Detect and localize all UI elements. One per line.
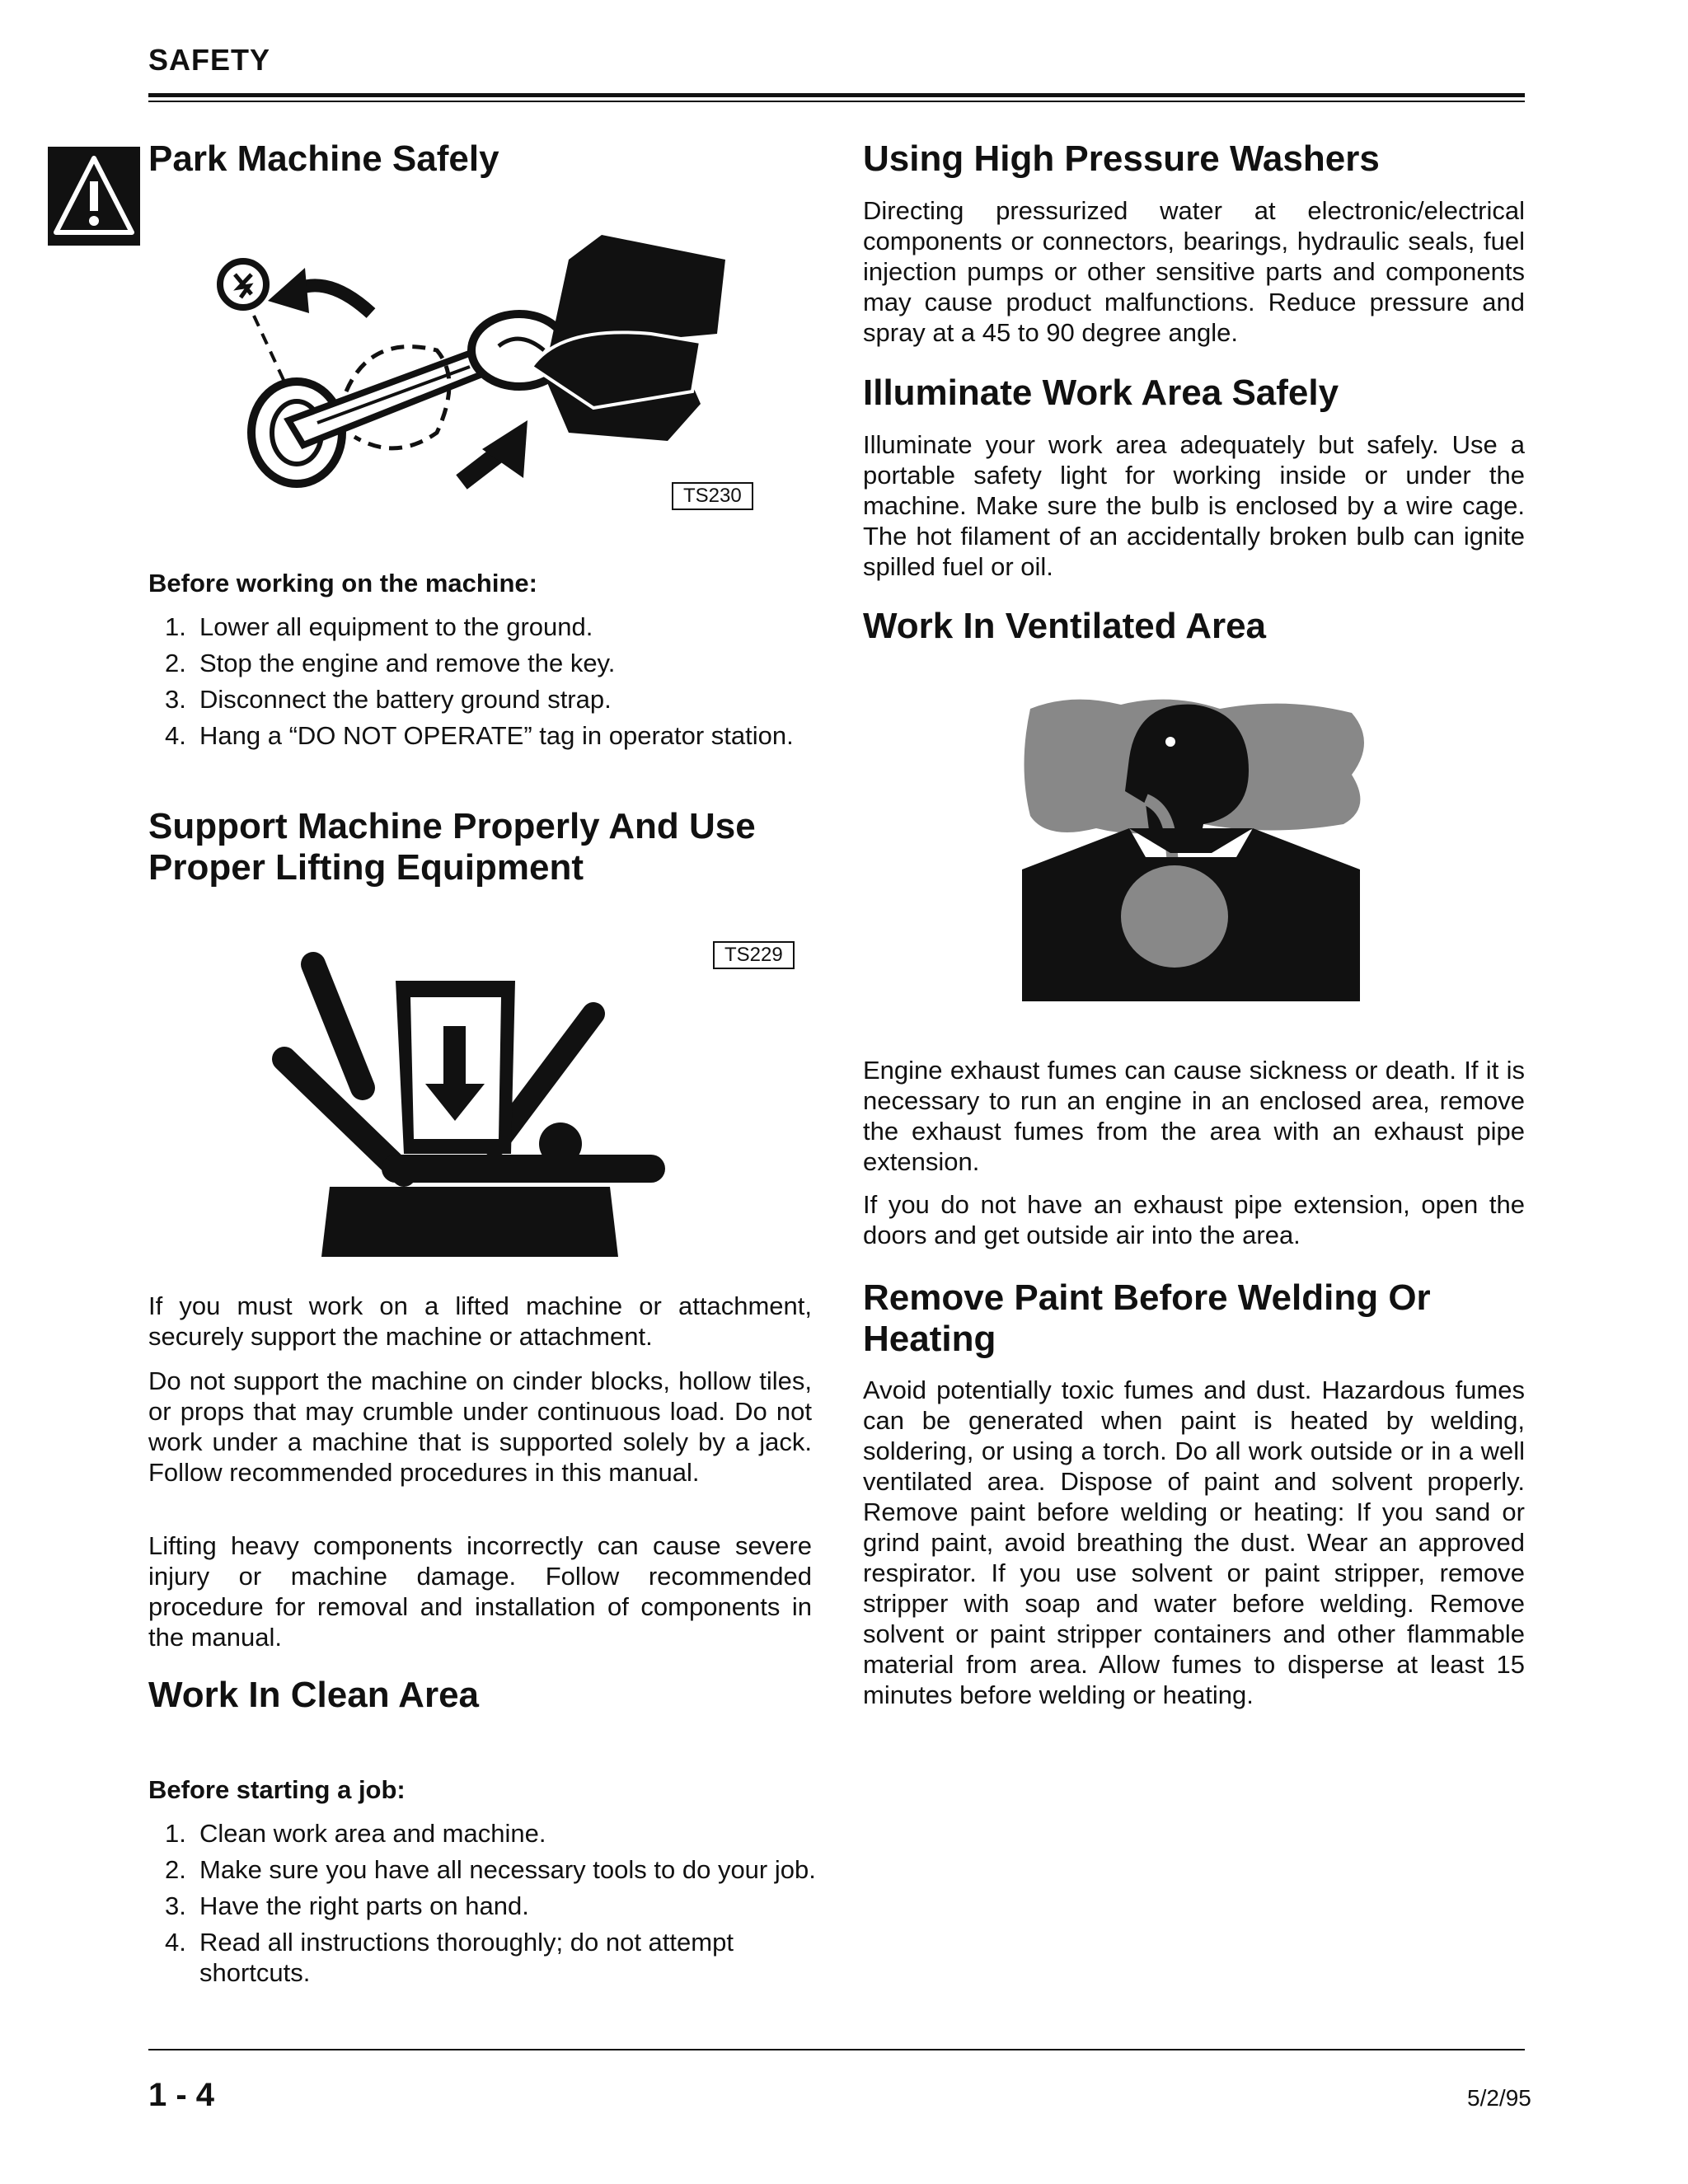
list-item: 2. Make sure you have all necessary tools to do your job. (165, 1855, 816, 1884)
figure-tag-ts229: TS229 (713, 941, 795, 969)
paint-paragraph: Avoid potentially toxic fumes and dust. Hazardous fumes can be generated when paint is heated by welding, soldering, or using a torch. Do all work outside or in a well ventilated area. Dispose of paint and solvent properly. Remove paint before welding or heating: If you sand or grind paint, avoid breathing the dust. Wear an approved respirator. If you use solvent or paint stripper, remove stripper with soap and water before welding. Remove solvent or paint stripper containers and other flammable material from area. Allow fumes to disperse at least 15 minutes before welding or heating. (863, 1376, 1525, 1709)
clean-intro: Before starting a job: (148, 1775, 406, 1804)
list-item: 1. Lower all equipment to the ground. (165, 612, 593, 641)
support-paragraph-2: Do not support the machine on cinder blocks, hollow tiles, or props that may crumble under continuous load. Do not work under a machine that is supported solely by a jack. Follow recommended procedures in this manual. (148, 1366, 812, 1487)
warning-triangle-icon (48, 147, 140, 246)
clean-steps-list (165, 1818, 816, 1994)
park-intro: Before working on the machine: (148, 569, 537, 598)
list-item: 4. Read all instructions thoroughly; do not attempt shortcuts. (165, 1928, 734, 1987)
footer-rule (148, 2049, 1525, 2050)
exhaust-fumes-icon (1022, 692, 1376, 1001)
ventilated-paragraph-2: If you do not have an exhaust pipe extension, open the doors and get outside air into the area. (863, 1190, 1525, 1249)
support-paragraph-1: If you must work on a lifted machine or attachment, securely support the machine or attachment. (148, 1291, 812, 1351)
washers-paragraph: Directing pressurized water at electronic/electrical components or connectors, bearings, hydraulic seals, fuel injection pumps or other sensitive parts and components may cause product malfunctions. Reduce pressure and spray at a 45 to 90 degree angle. (863, 196, 1525, 347)
washers-title: Using High Pressure Washers (863, 138, 1380, 179)
illuminate-paragraph: Illuminate your work area adequately but safely. Use a portable safety light for working inside or under the machine. Make sure the bulb is enclosed by a wire cage. The hot filament of an accidentally broken bulb can ignite spilled fuel or oil. (863, 430, 1525, 581)
key-ignition-icon (206, 235, 734, 507)
paint-title: Remove Paint Before Welding Or Heating (863, 1277, 1431, 1359)
park-machine-title: Park Machine Safely (148, 138, 499, 179)
section-label: SAFETY (148, 43, 271, 77)
revision-date: 5/2/95 (1467, 2085, 1531, 2111)
list-item: 2. Stop the engine and remove the key. (165, 649, 616, 677)
list-item: 3. Have the right parts on hand. (165, 1891, 529, 1920)
figure-tag-ts230: TS230 (672, 482, 753, 510)
list-item: 4. Hang a “DO NOT OPERATE” tag in operator station. (165, 721, 794, 750)
support-paragraph-3: Lifting heavy components incorrectly can cause severe injury or machine damage. Follow recommended procedure for removal and installation of components in the manual. (148, 1531, 812, 1652)
support-machine-title: Support Machine Properly And Use Proper Lifting Equipment (148, 806, 756, 888)
clean-area-title: Work In Clean Area (148, 1675, 480, 1715)
list-item: 1. Clean work area and machine. (165, 1819, 546, 1848)
list-item: 3. Disconnect the battery ground strap. (165, 685, 612, 714)
crush-hazard-icon (272, 948, 668, 1261)
park-steps-list (165, 612, 816, 757)
ventilated-title: Work In Ventilated Area (863, 606, 1267, 646)
header-rule (148, 93, 1525, 97)
ventilated-paragraph-1: Engine exhaust fumes can cause sickness or death. If it is necessary to run an engine in an enclosed area, remove the exhaust fumes from the area with an exhaust pipe extension. (863, 1056, 1525, 1176)
header-rule-thin (148, 101, 1525, 102)
illuminate-title: Illuminate Work Area Safely (863, 373, 1339, 413)
page-number: 1 - 4 (148, 2077, 215, 2113)
